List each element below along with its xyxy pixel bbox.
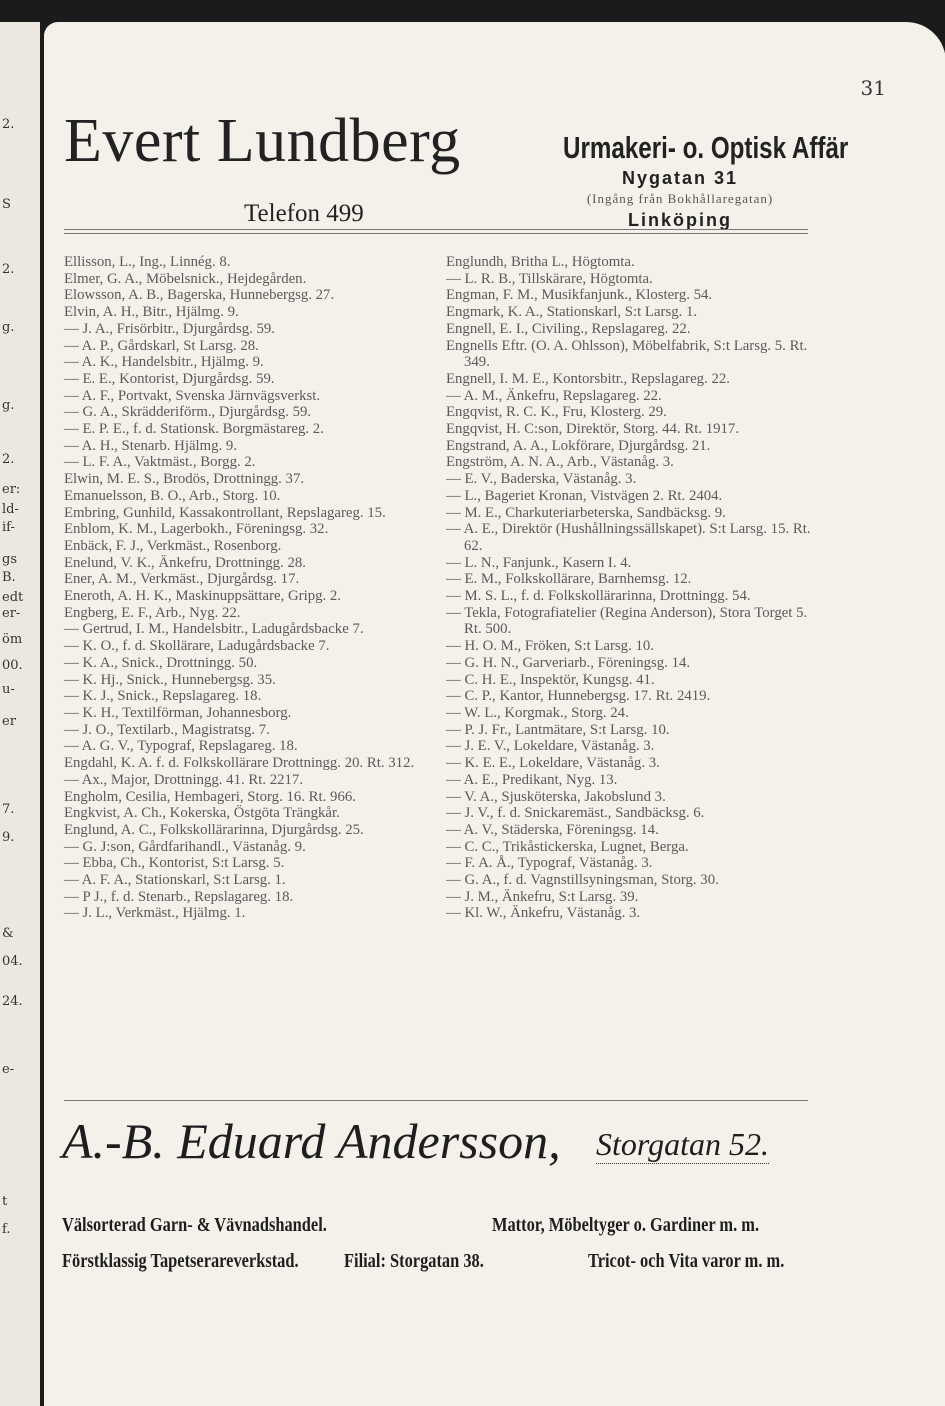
directory-entry: Elowsson, A. B., Bagerska, Hunnebergsg. 27. — [64, 287, 335, 304]
previous-page-fragment: 2. — [2, 452, 15, 467]
ad2-yarn-text: Välsorterad Garn- & Vävnadshandel. — [62, 1214, 327, 1236]
directory-entry: Engnell, I. M. E., Kontorsbitr., Repslagareg. 22. — [446, 370, 730, 387]
directory-entry: — K. E. E., Lokeldare, Västanåg. 3. — [446, 755, 660, 772]
ad2-branch-text: Filial: Storgatan 38. — [344, 1250, 484, 1272]
directory-entry: Engstrand, A. A., Lokförare, Djurgårdsg. 21. — [446, 437, 711, 454]
directory-entry: Engkvist, A. Ch., Kokerska, Östgöta Trängkår. — [64, 805, 340, 822]
directory-entry: — L., Bageriet Kronan, Vistvägen 2. Rt. 2404. — [446, 487, 723, 504]
previous-page-fragment: 9. — [2, 830, 15, 845]
directory-entry: — A. M., Änkefru, Repslagareg. 22. — [446, 387, 662, 404]
ad-details — [530, 130, 849, 231]
directory-entry: — F. A. Å., Typograf, Västanåg. 3. — [446, 855, 653, 872]
directory-entry: Enelund, V. K., Änkefru, Drottningg. 28. — [64, 554, 306, 571]
previous-page-fragment: ld- — [2, 502, 19, 517]
directory-entry: Engström, A. N. A., Arb., Västanåg. 3. — [446, 454, 674, 471]
directory-entry: — K. Hj., Snick., Hunnebergsg. 35. — [64, 671, 276, 688]
directory-entry: — A. K., Handelsbitr., Hjälmg. 9. — [64, 354, 264, 371]
directory-entry: Elmer, G. A., Möbelsnick., Hejdegården. — [64, 270, 307, 287]
directory-entry: Engman, F. M., Musikfanjunk., Klosterg. 54. — [446, 287, 713, 304]
directory-entry: Emanuelsson, B. O., Arb., Storg. 10. — [64, 487, 281, 504]
previous-page-fragment: 2. — [2, 117, 15, 132]
directory-entry: — P J., f. d. Stenarb., Repslagareg. 18. — [64, 888, 294, 905]
previous-page-fragment: 04. — [2, 954, 23, 969]
directory-entry: — E. P. E., f. d. Stationsk. Borgmästareg. 2. — [64, 421, 324, 438]
directory-entry: — Ebba, Ch., Kontorist, S:t Larsg. 5. — [64, 855, 285, 872]
previous-page-fragment: 24. — [2, 994, 23, 1009]
directory-entry: Engqvist, H. C:son, Direktör, Storg. 44. Rt. 1917. — [446, 421, 740, 438]
directory-entry: Engnell, E. I., Civiling., Repslagareg. 22. — [446, 320, 691, 337]
directory-entry: Embring, Gunhild, Kassakontrollant, Repslagareg. 15. — [64, 504, 386, 521]
directory-entry: — M. S. L., f. d. Folkskollärarinna, Drottningg. 54. — [446, 588, 751, 605]
directory-entry: — J. V., f. d. Snickaremäst., Sandbäcksg. 6. — [446, 805, 705, 822]
directory-entry: Elvin, A. H., Bitr., Hjälmg. 9. — [64, 304, 239, 321]
directory-entry: — C. C., Trikåstickerska, Lugnet, Berga. — [446, 838, 689, 855]
directory-entry: — J. E. V., Lokeldare, Västanåg. 3. — [446, 738, 655, 755]
left-column — [64, 254, 434, 922]
directory-entry: — K. H., Textilförman, Johannesborg. — [64, 704, 292, 721]
directory-entry: — E. E., Kontorist, Djurgårdsg. 59. — [64, 370, 275, 387]
ad2-rugs-text: Mattor, Möbeltyger o. Gardiner m. m. — [492, 1214, 760, 1236]
previous-page-fragment: g. — [2, 398, 15, 413]
previous-page-fragment: er: — [2, 482, 21, 497]
directory-entry: — G. J:son, Gårdfarihandl., Västanåg. 9. — [64, 838, 306, 855]
directory-entry: — W. L., Korgmak., Storg. 24. — [446, 704, 629, 721]
previous-page-margin-text — [0, 22, 40, 1406]
directory-entry: — G. A., f. d. Vagnstillsyningsman, Storg. 30. — [446, 872, 719, 889]
directory-entry: — A. V., Städerska, Föreningsg. 14. — [446, 821, 659, 838]
ad2-tricot-text: Tricot- och Vita varor m. m. — [588, 1250, 785, 1272]
directory-entry: — L. F. A., Vaktmäst., Borgg. 2. — [64, 454, 256, 471]
previous-page-fragment: er- — [2, 606, 21, 621]
previous-page-fragment: edt — [2, 590, 24, 605]
directory-entry: — K. O., f. d. Skollärare, Ladugårdsbacke 7. — [64, 638, 330, 655]
directory-entry: — H. O. M., Fröken, S:t Larsg. 10. — [446, 638, 654, 655]
directory-entry: Eneroth, A. H. K., Maskinuppsättare, Gripg. 2. — [64, 588, 341, 605]
previous-page-fragment: if- — [2, 520, 15, 535]
page-number: 31 — [860, 76, 886, 100]
previous-page-fragment: f. — [2, 1222, 11, 1237]
directory-entry: — A. E., Predikant, Nyg. 13. — [446, 771, 618, 788]
ad-business-name: Evert Lundberg — [64, 107, 461, 175]
directory-entry: — A. F. A., Stationskarl, S:t Larsg. 1. — [64, 872, 286, 889]
directory-entry: — G. H. N., Garveriarb., Föreningsg. 14. — [446, 654, 691, 671]
directory-page — [44, 22, 945, 1406]
directory-entry: Englundh, Britha L., Högtomta. — [446, 254, 635, 270]
directory-entry: — E. M., Folkskollärare, Barnhemsg. 12. — [446, 571, 692, 588]
directory-entry: — Ax., Major, Drottningg. 41. Rt. 2217. — [64, 771, 304, 788]
ad-city: Linköping — [628, 210, 732, 230]
header-rule — [64, 229, 808, 230]
previous-page-fragment: 7. — [2, 802, 15, 817]
directory-entry: — J. M., Änkefru, S:t Larsg. 39. — [446, 888, 639, 905]
previous-page-fragment: öm — [2, 632, 23, 647]
directory-entry: — V. A., Sjusköterska, Jakobslund 3. — [446, 788, 666, 805]
directory-entry: Engberg, E. F., Arb., Nyg. 22. — [64, 604, 241, 621]
directory-entry: Englund, A. C., Folkskollärarinna, Djurgårdsg. 25. — [64, 821, 364, 838]
directory-entry: Elwin, M. E. S., Brodös, Drottningg. 37. — [64, 471, 305, 488]
previous-page-fragment: B. — [2, 570, 16, 585]
ad-phone: Telefon 499 — [244, 200, 364, 227]
directory-entry: — E. V., Baderska, Västanåg. 3. — [446, 471, 637, 488]
ad-street: Nygatan 31 — [621, 168, 739, 188]
directory-entry: — C. P., Kantor, Hunnebergsg. 17. Rt. 2419. — [446, 688, 711, 705]
directory-entry: — J. L., Verkmäst., Hjälmg. 1. — [64, 905, 246, 922]
directory-entry: — G. A., Skrädderiförm., Djurgårdsg. 59. — [64, 404, 312, 421]
directory-entry: — K. J., Snick., Repslagareg. 18. — [64, 688, 262, 705]
ad-business-type: Urmakeri- o. Optisk Affär — [563, 130, 849, 165]
ad-entrance: (Ingång från Bokhållaregatan) — [586, 191, 774, 206]
directory-entry: Engmark, K. A., Stationskarl, S:t Larsg. 1. — [446, 304, 698, 321]
previous-page-fragment: gs — [2, 552, 17, 567]
ad2-address: Storgatan 52. — [596, 1126, 770, 1162]
directory-entry: Ellisson, L., Ing., Linnég. 8. — [64, 254, 231, 270]
directory-entry: Engdahl, K. A. f. d. Folkskollärare Drottningg. 20. Rt. 312. — [64, 755, 415, 772]
previous-page-fragment: er — [2, 714, 16, 729]
previous-page-fragment: e- — [2, 1062, 15, 1077]
directory-entry: — C. H. E., Inspektör, Kungsg. 41. — [446, 671, 655, 688]
directory-entry: — A. P., Gårdskarl, St Larsg. 28. — [64, 337, 259, 354]
directory-entry: Ener, A. M., Verkmäst., Djurgårdsg. 17. — [64, 571, 300, 588]
directory-entry: — Gertrud, I. M., Handelsbitr., Ladugårdsbacke 7. — [64, 621, 364, 638]
previous-page-fragment: u- — [2, 682, 15, 697]
directory-entry: Enblom, K. M., Lagerbokh., Föreningsg. 32. — [64, 521, 329, 538]
previous-page-fragment: t — [2, 1194, 8, 1209]
directory-entry: — A. G. V., Typograf, Repslagareg. 18. — [64, 738, 298, 755]
directory-entry: — L. R. B., Tillskärare, Högtomta. — [446, 270, 653, 287]
directory-entry: — P. J. Fr., Lantmätare, S:t Larsg. 10. — [446, 721, 670, 738]
directory-entry: Enbäck, F. J., Verkmäst., Rosenborg. — [64, 537, 282, 554]
directory-entry: — M. E., Charkuteriarbeterska, Sandbäcksg. 9. — [446, 504, 726, 521]
previous-page-fragment: 2. — [2, 262, 15, 277]
header-rule-2 — [64, 233, 808, 234]
previous-page-fragment: & — [2, 926, 14, 941]
previous-page-edge — [0, 22, 40, 1406]
directory-entry: — Tekla, Fotografiatelier (Regina Anderson), Stora Torget 5. Rt. 500. — [446, 604, 808, 638]
directory-entry: — A. F., Portvakt, Svenska Järnvägsverkst. — [64, 387, 321, 404]
directory-entry: — L. N., Fanjunk., Kasern I. 4. — [446, 554, 632, 571]
directory-entry: — Kl. W., Änkefru, Västanåg. 3. — [446, 905, 641, 922]
directory-entry: — K. A., Snick., Drottningg. 50. — [64, 654, 258, 671]
directory-entry: — A. E., Direktör (Hushållningssällskapet). S:t Larsg. 15. Rt. 62. — [446, 521, 811, 554]
directory-entry: Engnells Eftr. (O. A. Ohlsson), Möbelfabrik, S:t Larsg. 5. Rt. 349. — [446, 337, 808, 371]
previous-page-fragment: g. — [2, 320, 15, 335]
directory-entry: — A. H., Stenarb. Hjälmg. 9. — [64, 437, 238, 454]
previous-page-fragment: 00. — [2, 658, 23, 673]
footer-rule — [64, 1100, 808, 1101]
right-column — [446, 254, 816, 922]
ad2-upholstery-text: Förstklassig Tapetserareverkstad. — [62, 1250, 299, 1272]
directory-entry: Engholm, Cesilia, Hembageri, Storg. 16. Rt. 966. — [64, 788, 356, 805]
ad2-company-name: A.-B. Eduard Andersson, — [62, 1113, 561, 1169]
directory-entry: Engqvist, R. C. K., Fru, Klosterg. 29. — [446, 404, 667, 421]
directory-entry: — J. O., Textilarb., Magistratsg. 7. — [64, 721, 270, 738]
previous-page-fragment: S — [2, 197, 11, 212]
directory-entry: — J. A., Frisörbitr., Djurgårdsg. 59. — [64, 320, 275, 337]
